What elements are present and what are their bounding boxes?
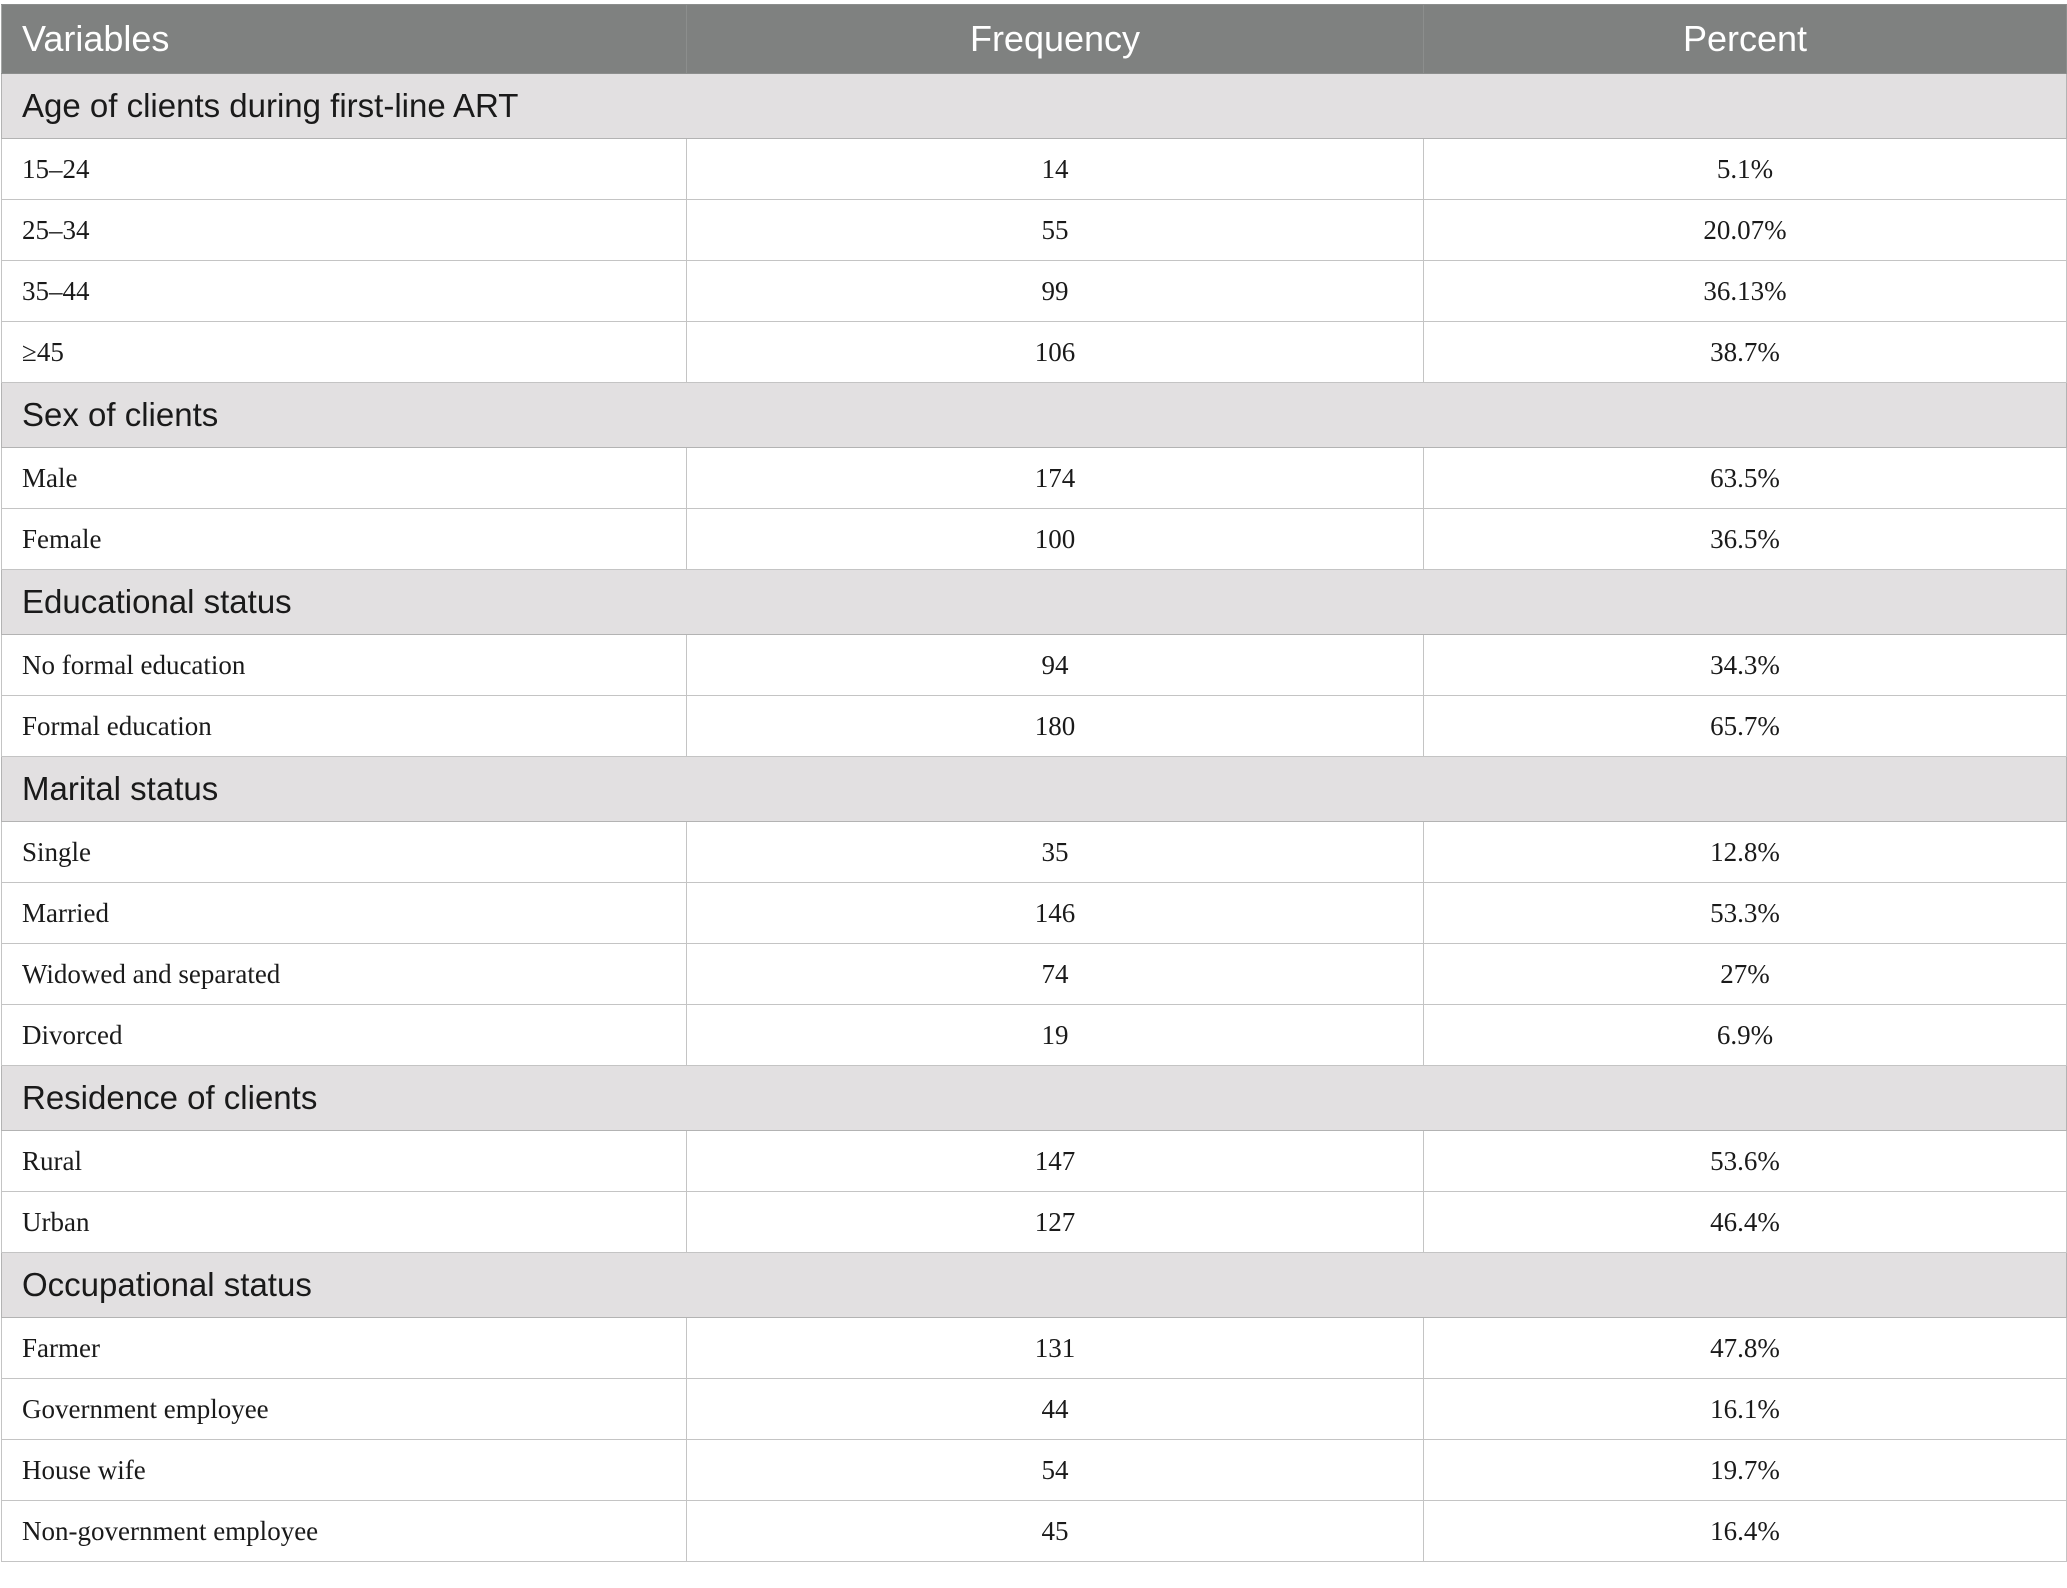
variable-cell: No formal education <box>2 635 687 696</box>
table-row <box>2 1440 2067 1501</box>
header-frequency: Frequency <box>687 5 1424 74</box>
table-row <box>2 448 2067 509</box>
table-row <box>2 1501 2067 1562</box>
variable-cell: Rural <box>2 1131 687 1192</box>
variable-cell: Married <box>2 883 687 944</box>
table-row <box>2 200 2067 261</box>
table-row <box>2 944 2067 1005</box>
table-row <box>2 139 2067 200</box>
table-row <box>2 509 2067 570</box>
variable-cell: Divorced <box>2 1005 687 1066</box>
variable-cell: Government employee <box>2 1379 687 1440</box>
variable-cell: Widowed and separated <box>2 944 687 1005</box>
percent-cell: 46.4% <box>1424 1192 2067 1253</box>
table-row <box>2 322 2067 383</box>
frequency-cell: 19 <box>687 1005 1424 1066</box>
section-title: Sex of clients <box>2 383 2067 448</box>
frequency-cell: 174 <box>687 448 1424 509</box>
table-row <box>2 1005 2067 1066</box>
section-title: Residence of clients <box>2 1066 2067 1131</box>
percent-cell: 36.5% <box>1424 509 2067 570</box>
variable-cell: House wife <box>2 1440 687 1501</box>
frequency-cell: 180 <box>687 696 1424 757</box>
demographics-table <box>1 4 2067 1562</box>
frequency-cell: 14 <box>687 139 1424 200</box>
table-row <box>2 261 2067 322</box>
variable-cell: Non-government employee <box>2 1501 687 1562</box>
frequency-cell: 131 <box>687 1318 1424 1379</box>
frequency-cell: 146 <box>687 883 1424 944</box>
section-title: Occupational status <box>2 1253 2067 1318</box>
variable-cell: 15–24 <box>2 139 687 200</box>
percent-cell: 16.4% <box>1424 1501 2067 1562</box>
section-row <box>2 570 2067 635</box>
percent-cell: 5.1% <box>1424 139 2067 200</box>
variable-cell: Urban <box>2 1192 687 1253</box>
frequency-cell: 147 <box>687 1131 1424 1192</box>
percent-cell: 16.1% <box>1424 1379 2067 1440</box>
percent-cell: 27% <box>1424 944 2067 1005</box>
table-row <box>2 822 2067 883</box>
frequency-cell: 44 <box>687 1379 1424 1440</box>
frequency-cell: 74 <box>687 944 1424 1005</box>
percent-cell: 65.7% <box>1424 696 2067 757</box>
variable-cell: ≥45 <box>2 322 687 383</box>
frequency-cell: 54 <box>687 1440 1424 1501</box>
section-title: Age of clients during first-line ART <box>2 74 2067 139</box>
frequency-cell: 94 <box>687 635 1424 696</box>
percent-cell: 19.7% <box>1424 1440 2067 1501</box>
variable-cell: 35–44 <box>2 261 687 322</box>
frequency-cell: 127 <box>687 1192 1424 1253</box>
variable-cell: 25–34 <box>2 200 687 261</box>
frequency-cell: 35 <box>687 822 1424 883</box>
section-title: Educational status <box>2 570 2067 635</box>
section-row <box>2 383 2067 448</box>
table-row <box>2 1192 2067 1253</box>
percent-cell: 38.7% <box>1424 322 2067 383</box>
percent-cell: 20.07% <box>1424 200 2067 261</box>
frequency-cell: 99 <box>687 261 1424 322</box>
section-row <box>2 757 2067 822</box>
percent-cell: 36.13% <box>1424 261 2067 322</box>
table-body <box>2 74 2067 1562</box>
variable-cell: Female <box>2 509 687 570</box>
table-row <box>2 696 2067 757</box>
frequency-cell: 55 <box>687 200 1424 261</box>
table-container <box>1 4 2066 1562</box>
percent-cell: 34.3% <box>1424 635 2067 696</box>
percent-cell: 47.8% <box>1424 1318 2067 1379</box>
frequency-cell: 100 <box>687 509 1424 570</box>
frequency-cell: 106 <box>687 322 1424 383</box>
percent-cell: 12.8% <box>1424 822 2067 883</box>
header-percent: Percent <box>1424 5 2067 74</box>
header-row <box>2 5 2067 74</box>
header-variables: Variables <box>2 5 687 74</box>
percent-cell: 63.5% <box>1424 448 2067 509</box>
percent-cell: 6.9% <box>1424 1005 2067 1066</box>
table-header <box>2 5 2067 74</box>
section-row <box>2 1253 2067 1318</box>
table-row <box>2 635 2067 696</box>
variable-cell: Formal education <box>2 696 687 757</box>
table-row <box>2 1131 2067 1192</box>
table-row <box>2 1379 2067 1440</box>
frequency-cell: 45 <box>687 1501 1424 1562</box>
section-title: Marital status <box>2 757 2067 822</box>
table-row <box>2 883 2067 944</box>
table-row <box>2 1318 2067 1379</box>
variable-cell: Single <box>2 822 687 883</box>
variable-cell: Farmer <box>2 1318 687 1379</box>
percent-cell: 53.6% <box>1424 1131 2067 1192</box>
percent-cell: 53.3% <box>1424 883 2067 944</box>
variable-cell: Male <box>2 448 687 509</box>
section-row <box>2 1066 2067 1131</box>
section-row <box>2 74 2067 139</box>
